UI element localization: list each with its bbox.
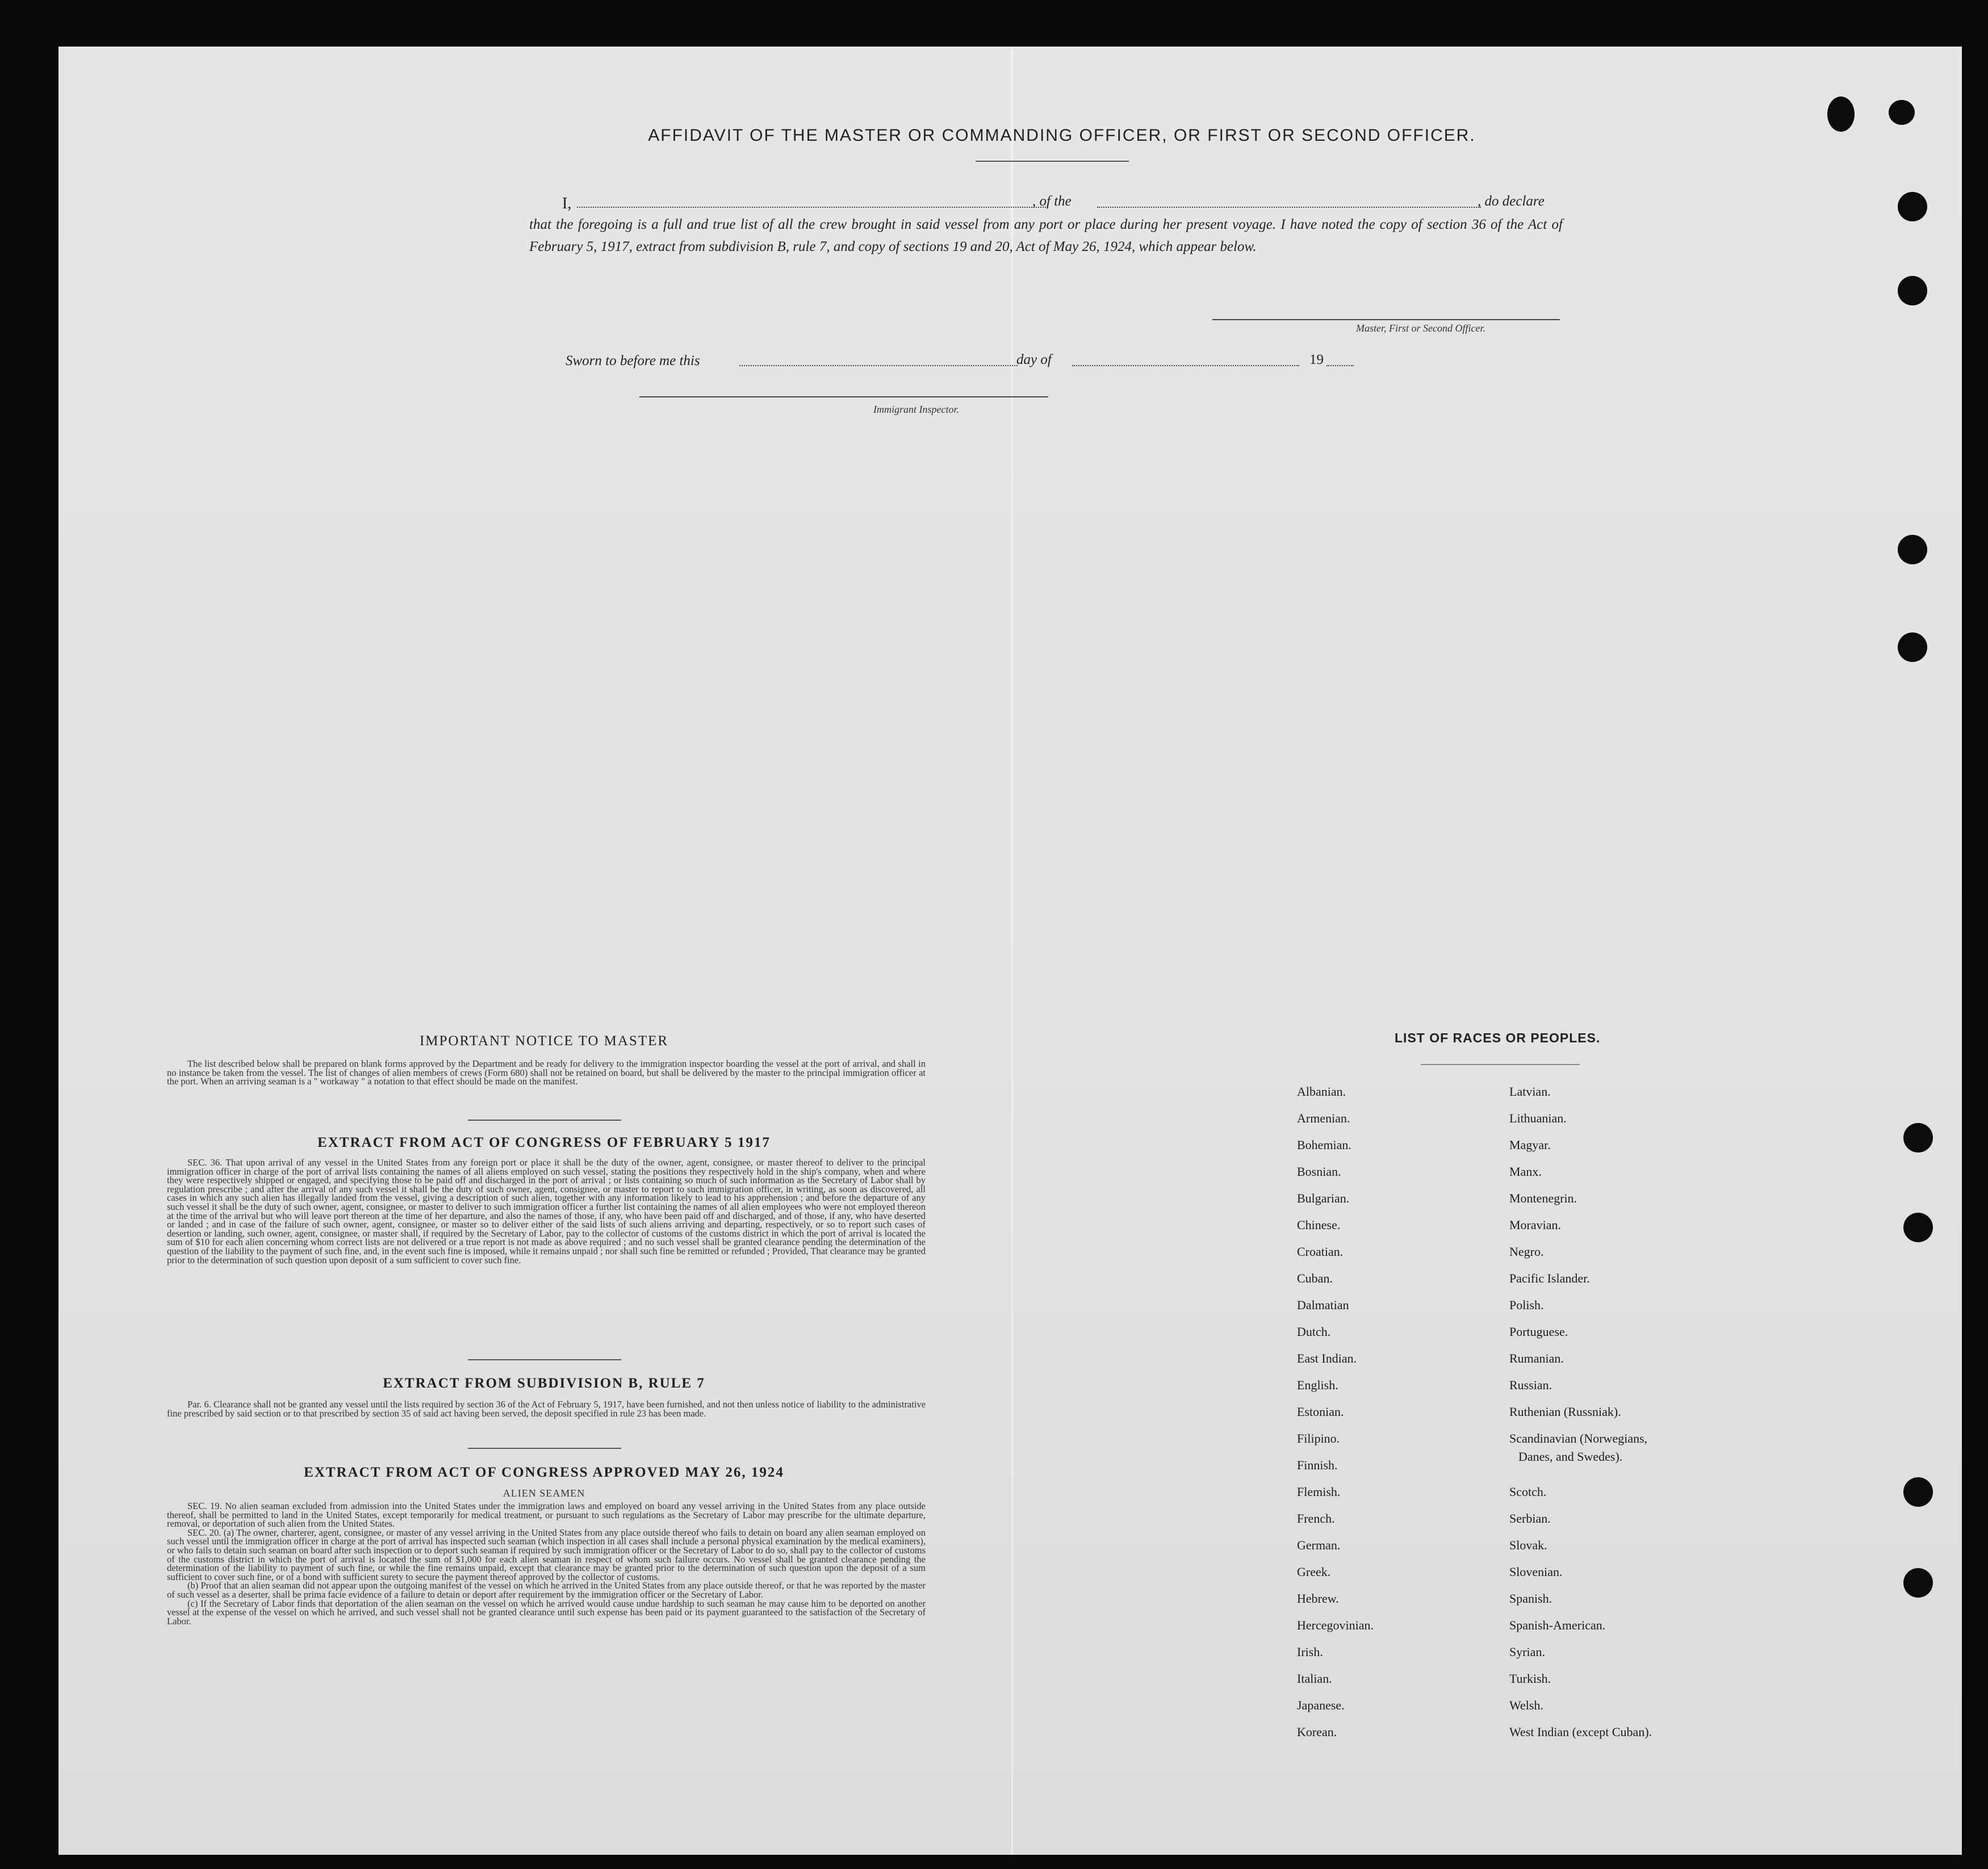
race-item: English. [1297, 1378, 1338, 1392]
race-item: Albanian. [1297, 1084, 1346, 1099]
inspector-label: Immigrant Inspector. [873, 404, 959, 415]
race-item: German. [1297, 1538, 1341, 1552]
punch-hole [1898, 535, 1927, 564]
race-item: Portuguese. [1509, 1325, 1568, 1339]
race-item: Dutch. [1297, 1325, 1331, 1339]
race-item: Estonian. [1297, 1405, 1344, 1419]
alien-seamen-subheading: ALIEN SEAMEN [503, 1487, 585, 1499]
race-item: Pacific Islander. [1509, 1271, 1590, 1285]
race-item: Scotch. [1509, 1485, 1547, 1499]
punch-hole [1898, 192, 1927, 221]
race-item: Finnish. [1297, 1458, 1338, 1472]
affidavit-title: AFFIDAVIT OF THE MASTER OR COMMANDING OFFICER, OR FIRST OR SECOND OFFICER. [648, 126, 1476, 145]
notice-text [167, 1059, 926, 1086]
sec20c-paragraph: (c) If the Secretary of Labor finds that deportation of the alien seaman on the vessel on which he arrived would cause undue hardship to such seaman he may cause him to be deported on another vessel at the expense of the vessel on which he arrived, and such vessel shall not be granted clearance until such expense has been paid or its payment guaranteed to the satisfaction of the Secretary of Labor. [167, 1598, 926, 1627]
punch-hole [1903, 1213, 1933, 1242]
extract-1924-heading: EXTRACT FROM ACT OF CONGRESS APPROVED MAY 26, 1924 [304, 1465, 784, 1480]
race-item: Spanish-American. [1509, 1618, 1606, 1632]
punch-hole [1827, 97, 1855, 132]
section-divider [468, 1120, 621, 1121]
race-item: Rumanian. [1509, 1351, 1564, 1365]
sec20b-paragraph: (b) Proof that an alien seaman did not appear upon the outgoing manifest of the vessel on which he arrived in the United States from any place outside thereof, or that he was reported by the master of such vessel as a deserter, shall be prima facie evidence of a failure to detain or deport after requirement by the immigration officer or the Secretary of Labor. [167, 1580, 926, 1600]
master-signature-label: Master, First or Second Officer. [1356, 322, 1485, 334]
race-item: French. [1297, 1511, 1335, 1526]
do-declare-label: , do declare [1478, 194, 1545, 209]
declaration-text: that the foregoing is a full and true list of all the crew brought in said vessel from any port or place during her present voyage. I have noted the copy of section 36 of the Act of February 5, 1917, extract from subdivision B, rule 7, and copy of sections 19 and 20, Act of May 26, 1924, which appear below. [529, 217, 1563, 254]
races-left-column [1297, 1078, 1374, 1745]
title-underline [976, 161, 1129, 162]
race-item: Welsh. [1509, 1698, 1543, 1712]
vessel-name-field[interactable] [1097, 207, 1481, 208]
race-item: Croatian. [1297, 1244, 1344, 1259]
race-item-multiline [1509, 1425, 1652, 1478]
section-divider [468, 1359, 621, 1360]
extract-rule7-heading: EXTRACT FROM SUBDIVISION B, RULE 7 [383, 1376, 705, 1391]
race-item: Italian. [1297, 1671, 1332, 1686]
race-item: Serbian. [1509, 1511, 1551, 1526]
race-item: Manx. [1509, 1164, 1542, 1179]
races-heading-underline [1421, 1064, 1580, 1065]
races-right-column [1509, 1078, 1652, 1745]
race-item: Hebrew. [1297, 1591, 1339, 1606]
punch-hole [1898, 632, 1927, 662]
sworn-label: Sworn to before me this [566, 353, 700, 368]
race-item: Korean. [1297, 1725, 1337, 1739]
race-item-line: Danes, and Swedes). [1518, 1449, 1623, 1464]
section-divider [468, 1448, 621, 1449]
par6-paragraph: Par. 6. Clearance shall not be granted any vessel until the lists required by section 36 of the Act of February 5, 1917, have been furnished, and not then unless notice of liability to the administrative fine prescribed by said section or to that prescribed by section 35 of said act having been served, the deposit specified in rule 23 has been made. [167, 1399, 926, 1419]
race-item: Slovenian. [1509, 1565, 1563, 1579]
race-item: Irish. [1297, 1645, 1323, 1659]
declarant-name-field[interactable] [577, 207, 1048, 208]
day-of-label: day of [1016, 352, 1052, 367]
sec20a-paragraph: SEC. 20. (a) The owner, charterer, agent, consignee, or master of any vessel arriving in the United States from any place outside thereof who fails to detain on board any alien seaman employed on such vessel until the immigration officer in charge at the port of arrival has inspected such seaman (which inspection in all cases shall include a personal physical examination by the medical examiners), or who fails to detain such seaman on board after such inspection or to deport such seaman if required by such immigration officer or the Secretary of Labor to do so, shall pay to the collector of customs of the customs district in which the port of arrival is located the sum of $1,000 for each alien seaman in respect of whom such failure occurs. No vessel shall be granted clearance pending the determination of the liability to payment of such fine, or while the fine remains unpaid, except that clearance may be granted prior to the determination of such question upon the deposit of a sum sufficient to cover such fine, or of a bond with sufficient surety to secure the payment thereof approved by the collector of customs. [167, 1527, 926, 1582]
race-item: Greek. [1297, 1565, 1331, 1579]
race-item: West Indian (except Cuban). [1509, 1725, 1652, 1739]
sworn-day-field[interactable] [739, 365, 1018, 366]
race-item: Bosnian. [1297, 1164, 1341, 1179]
race-item: Russian. [1509, 1378, 1552, 1392]
races-heading: LIST OF RACES OR PEOPLES. [1395, 1030, 1601, 1045]
race-item: Flemish. [1297, 1485, 1341, 1499]
race-item-line: Scandinavian (Norwegians, [1509, 1431, 1648, 1445]
punch-hole [1903, 1123, 1933, 1153]
race-item: Magyar. [1509, 1138, 1551, 1152]
declarant-i: I, [562, 195, 572, 212]
race-item: Ruthenian (Russniak). [1509, 1405, 1621, 1419]
master-signature-line[interactable] [1212, 319, 1560, 320]
race-item: Turkish. [1509, 1671, 1551, 1686]
race-item: Negro. [1509, 1244, 1544, 1259]
punch-hole [1889, 100, 1915, 125]
race-item: Japanese. [1297, 1698, 1345, 1712]
year-label: 19 [1309, 352, 1324, 367]
page-fold [1011, 47, 1013, 1855]
race-item: Polish. [1509, 1298, 1544, 1312]
race-item: Bulgarian. [1297, 1191, 1350, 1205]
inspector-signature-line[interactable] [639, 396, 1048, 397]
race-item: Lithuanian. [1509, 1111, 1567, 1125]
race-item: Syrian. [1509, 1645, 1545, 1659]
race-item: Montenegrin. [1509, 1191, 1577, 1205]
sworn-year-field[interactable] [1326, 365, 1354, 366]
race-item: Filipino. [1297, 1431, 1340, 1445]
race-item: Armenian. [1297, 1111, 1350, 1125]
race-item: Moravian. [1509, 1218, 1562, 1232]
extract-1917-text [167, 1158, 926, 1264]
race-item: Hercegovinian. [1297, 1618, 1374, 1632]
sworn-month-field[interactable] [1072, 365, 1299, 366]
extract-rule7-text [167, 1400, 926, 1418]
extract-1917-heading: EXTRACT FROM ACT OF CONGRESS OF FEBRUARY 5 1917 [317, 1135, 771, 1150]
race-item: Latvian. [1509, 1084, 1551, 1099]
race-item: Spanish. [1509, 1591, 1552, 1606]
punch-hole [1903, 1477, 1933, 1507]
punch-hole [1903, 1568, 1933, 1598]
sec19-paragraph: SEC. 19. No alien seaman excluded from admission into the United States under the immigration laws and employed on board any vessel arriving in the United States from any place outside thereof, shall be permitted to land in the United States, except temporarily for medical treatment, or pursuant to such regulations as the Secretary of Labor may prescribe for the ultimate departure, removal, or deportation of such alien from the United States. [167, 1501, 926, 1529]
notice-heading: IMPORTANT NOTICE TO MASTER [419, 1033, 669, 1049]
of-the-label: , of the [1032, 194, 1072, 209]
race-item: Cuban. [1297, 1271, 1333, 1285]
sec36-paragraph: SEC. 36. That upon arrival of any vessel in the United States from any foreign port or place it shall be the duty of the owner, agent, consignee, or master thereof to deliver to the principal immigration officer in charge of the port of arrival lists containing the names of all aliens employed on such vessel, stating the positions they respectively hold in the ship's company, when and where they were respectively shipped or engaged, and specifying those to be paid off and discharged in the port of arrival ; or lists containing so much of such information as the Secretary of Labor shall by regulation prescribe ; and after the arrival of any such vessel it shall be the duty of such owner, agent, consignee, or master to report to such immigration officer, in writing, as soon as discovered, all cases in which any such alien has illegally landed from the vessel, giving a description of such alien, together with any information likely to lead to his apprehension ; and before the departure of any such vessel it shall be the duty of such owner, agent, consignee, or master to deliver to such immigration officer a further list containing the names of all alien employees who were not employed thereon at the time of the arrival but who will leave port thereon at the time of her departure, and also the names of those, if any, who have been paid off and discharged, and of those, if any, who have deserted or landed ; and in case of the failure of such owner, agent, consignee, or master so to deliver either of the said lists of such aliens arriving and departing, respectively, or so to report such cases of desertion or landing, such owner, agent, consignee, or master shall, if required by the Secretary of Labor, pay to the collector of customs of the customs district in which the port of arrival is located the sum of $10 for each alien concerning whom correct lists are not delivered or a true report is not made as above required ; and no such vessel shall be granted clearance pending the determination of the question of the liability to the payment of such fine, and, in the event such fine is imposed, while it remains unpaid ; nor shall such fine be remitted or refunded ; Provided, That clearance may be granted prior to the determination of such question upon deposit of a sum sufficient to cover such fine. [167, 1157, 926, 1265]
race-item: East Indian. [1297, 1351, 1357, 1365]
race-item: Bohemian. [1297, 1138, 1351, 1152]
race-item: Dalmatian [1297, 1298, 1349, 1312]
extract-1924-text [167, 1502, 926, 1625]
notice-paragraph: The list described below shall be prepared on blank forms approved by the Department and be ready for delivery to the immigration inspector boarding the vessel at the port of arrival, and shall in no instance be taken from the vessel. The list of changes of alien members of crews (Form 680) shall not be retained on board, but shall be delivered by the master to the principal immigration officer at the port. When an arriving seaman is a " workaway " a notation to that effect should be made on the manifest. [167, 1058, 926, 1087]
race-item: Slovak. [1509, 1538, 1547, 1552]
punch-hole [1898, 276, 1927, 305]
race-item: Chinese. [1297, 1218, 1341, 1232]
